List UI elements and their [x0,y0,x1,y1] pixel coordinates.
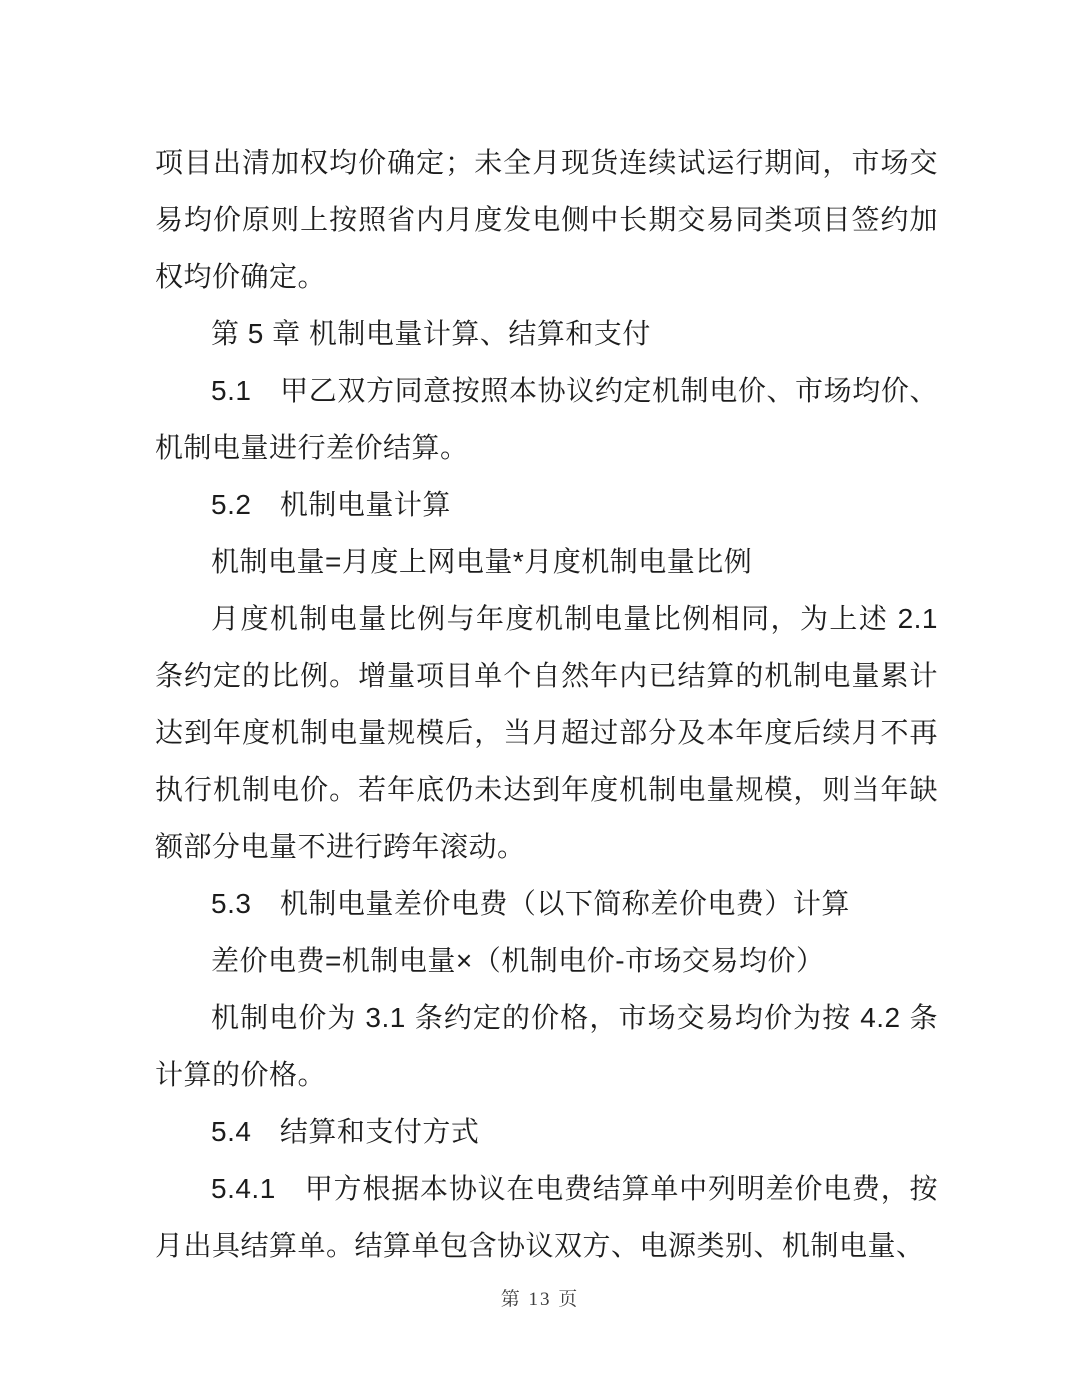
heading-5-2: 5.2 机制电量计算 [211,489,451,520]
formula-price-diff-fee: 差价电费=机制电量×（机制电价-市场交易均价） [211,945,825,976]
heading-5-3: 5.3 机制电量差价电费（以下简称差价电费）计算 [211,888,850,919]
document-body [155,134,938,1274]
paragraph-price-reference: 机制电价为 3.1 条约定的价格，市场交易均价为按 4.2 条计算的价格。 [155,1002,938,1090]
page-footer [0,1284,1080,1311]
chapter-5-heading: 第 5 章 机制电量计算、结算和支付 [211,318,651,349]
paragraph-monthly-ratio: 月度机制电量比例与年度机制电量比例相同，为上述 2.1 条约定的比例。增量项目单个自然年内已结算的机制电量累计达到年度机制电量规模后，当月超过部分及本年度后续月不再执行机制电价。若年底仍未达到年度机制电量规模，则当年缺额部分电量不进行跨年滚动。 [155,603,938,862]
formula-mechanism-energy: 机制电量=月度上网电量*月度机制电量比例 [211,546,753,577]
clause-5-4-1: 5.4.1 甲方根据本协议在电费结算单中列明差价电费，按月出具结算单。结算单包含协议双方、电源类别、机制电量、 [155,1173,938,1261]
clause-5-1: 5.1 甲乙双方同意按照本协议约定机制电价、市场均价、机制电量进行差价结算。 [155,375,938,463]
paragraph-continuation: 项目出清加权均价确定；未全月现货连续试运行期间，市场交易均价原则上按照省内月度发电侧中长期交易同类项目签约加权均价确定。 [155,147,938,292]
page-number: 第 13 页 [500,1289,580,1310]
heading-5-4: 5.4 结算和支付方式 [211,1116,480,1147]
